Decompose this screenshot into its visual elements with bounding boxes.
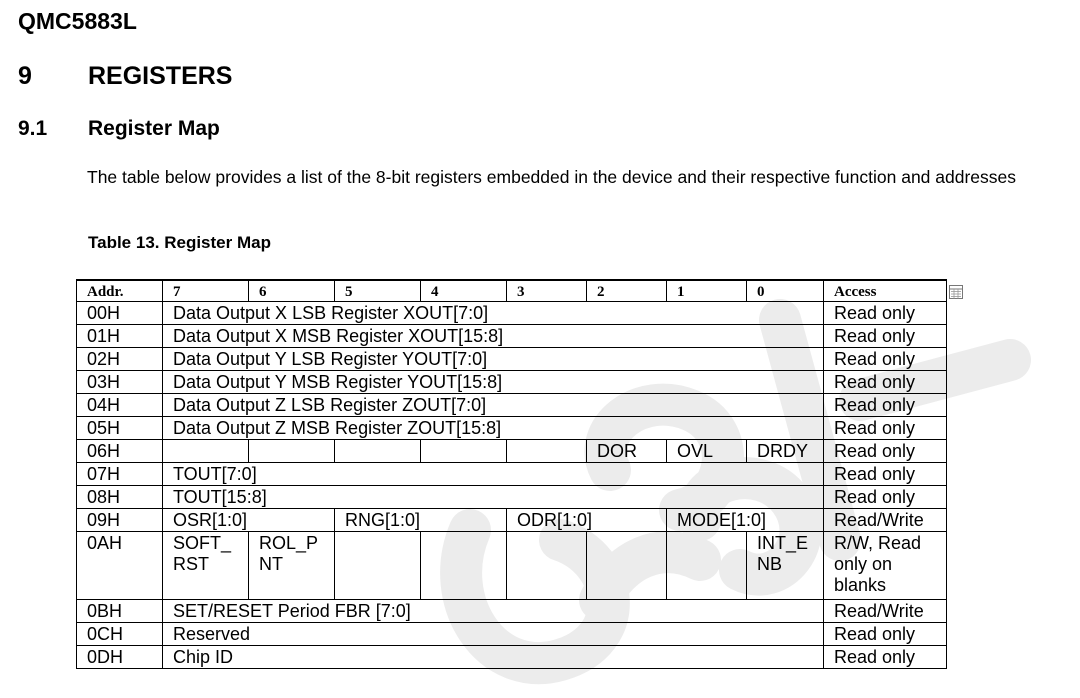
cell-bit3 [507, 440, 587, 463]
table-row [77, 509, 947, 532]
cell-description: Data Output X LSB Register XOUT[7:0] [163, 302, 824, 325]
cell-bits-3-2: ODR[1:0] [507, 509, 667, 532]
cell-addr: 0BH [77, 600, 163, 623]
header-bit6: 6 [249, 280, 335, 302]
cell-access: Read only [824, 417, 947, 440]
table-row [77, 486, 947, 509]
cell-description: Data Output Z MSB Register ZOUT[15:8] [163, 417, 824, 440]
cell-bit5 [335, 532, 421, 600]
cell-description: SET/RESET Period FBR [7:0] [163, 600, 824, 623]
register-map-table [76, 279, 947, 669]
table-row [77, 440, 947, 463]
cell-access: Read only [824, 371, 947, 394]
table-header-row [77, 280, 947, 302]
section-title: REGISTERS [88, 62, 233, 90]
table-row [77, 417, 947, 440]
cell-addr: 06H [77, 440, 163, 463]
cell-bit6: ROL_P NT [249, 532, 335, 600]
cell-bit4 [421, 440, 507, 463]
cell-access: Read only [824, 646, 947, 669]
intro-paragraph: The table below provides a list of the 8-bit registers embedded in the device and their respective function and addresses [87, 167, 1017, 187]
cell-bit2: DOR [587, 440, 667, 463]
cell-access: Read/Write [824, 600, 947, 623]
header-bit1: 1 [667, 280, 747, 302]
cell-description: Data Output X MSB Register XOUT[15:8] [163, 325, 824, 348]
cell-access: Read only [824, 623, 947, 646]
cell-description: Reserved [163, 623, 824, 646]
cell-addr: 08H [77, 486, 163, 509]
table-row [77, 623, 947, 646]
section-number: 9 [18, 62, 32, 90]
cell-access: Read only [824, 302, 947, 325]
header-bit5: 5 [335, 280, 421, 302]
subsection-number: 9.1 [18, 117, 48, 140]
cell-bit2 [587, 532, 667, 600]
cell-bits-1-0: MODE[1:0] [667, 509, 824, 532]
cell-bit6 [249, 440, 335, 463]
subsection-title: Register Map [88, 117, 220, 140]
table-row [77, 394, 947, 417]
cell-bit3 [507, 532, 587, 600]
cell-addr: 00H [77, 302, 163, 325]
document-id: QMC5883L [18, 8, 137, 34]
table-row [77, 532, 947, 600]
cell-description: TOUT[7:0] [163, 463, 824, 486]
cell-access: Read only [824, 394, 947, 417]
cell-description: Chip ID [163, 646, 824, 669]
cell-bit4 [421, 532, 507, 600]
cell-access: Read/Write [824, 509, 947, 532]
cell-access: Read only [824, 325, 947, 348]
cell-addr: 07H [77, 463, 163, 486]
header-access: Access [824, 280, 947, 302]
cell-bits-7-6: OSR[1:0] [163, 509, 335, 532]
header-bit3: 3 [507, 280, 587, 302]
cell-bit0: DRDY [747, 440, 824, 463]
cell-addr: 0DH [77, 646, 163, 669]
header-bit4: 4 [421, 280, 507, 302]
table-row [77, 646, 947, 669]
cell-access: Read only [824, 440, 947, 463]
cell-bit7 [163, 440, 249, 463]
table-grid-icon[interactable] [947, 283, 965, 301]
cell-addr: 01H [77, 325, 163, 348]
cell-description: Data Output Y LSB Register YOUT[7:0] [163, 348, 824, 371]
table-row [77, 348, 947, 371]
cell-bit0: INT_E NB [747, 532, 824, 600]
cell-addr: 05H [77, 417, 163, 440]
table-row [77, 600, 947, 623]
table-row [77, 371, 947, 394]
cell-bit5 [335, 440, 421, 463]
cell-description: Data Output Y MSB Register YOUT[15:8] [163, 371, 824, 394]
table-row [77, 325, 947, 348]
cell-bit1 [667, 532, 747, 600]
cell-description: Data Output Z LSB Register ZOUT[7:0] [163, 394, 824, 417]
cell-description: TOUT[15:8] [163, 486, 824, 509]
cell-access: Read only [824, 486, 947, 509]
table-row [77, 302, 947, 325]
header-bit2: 2 [587, 280, 667, 302]
table-caption: Table 13. Register Map [88, 233, 271, 252]
cell-addr: 03H [77, 371, 163, 394]
cell-access: Read only [824, 463, 947, 486]
header-bit7: 7 [163, 280, 249, 302]
cell-addr: 04H [77, 394, 163, 417]
cell-addr: 0CH [77, 623, 163, 646]
cell-access: Read only [824, 348, 947, 371]
cell-access: R/W, Read only on blanks [824, 532, 947, 600]
cell-addr: 09H [77, 509, 163, 532]
cell-bit1: OVL [667, 440, 747, 463]
table-row [77, 463, 947, 486]
cell-addr: 0AH [77, 532, 163, 600]
cell-bits-5-4: RNG[1:0] [335, 509, 507, 532]
cell-addr: 02H [77, 348, 163, 371]
header-addr: Addr. [77, 280, 163, 302]
header-bit0: 0 [747, 280, 824, 302]
cell-bit7: SOFT_ RST [163, 532, 249, 600]
